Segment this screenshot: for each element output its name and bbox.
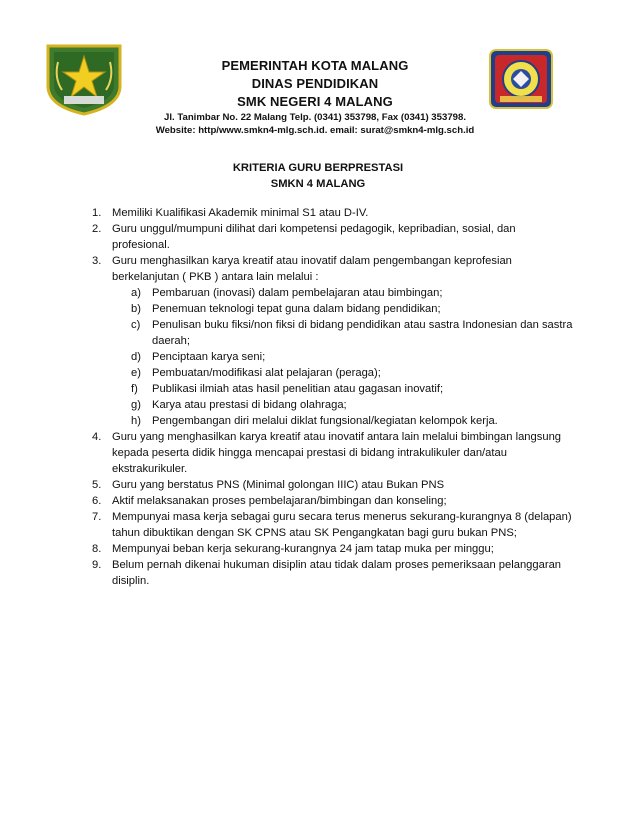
sub-item-text: Publikasi ilmiah atas hasil penelitian atau gagasan inovatif; — [152, 383, 444, 395]
sub-item-text: Pembuatan/modifikasi alat pelajaran (peraga); — [152, 367, 381, 379]
item-number: 3. — [92, 255, 102, 267]
item-text: Guru menghasilkan karya kreatif atau inovatif dalam pengembangan keprofesian — [112, 255, 512, 267]
header-line-department: DINAS PENDIDIKAN — [251, 76, 379, 91]
item-text: Memiliki Kualifikasi Akademik minimal S1 atau D-IV. — [112, 207, 369, 219]
item-text: Mempunyai beban kerja sekurang-kurangnya 24 jam tatap muka per minggu; — [112, 543, 494, 555]
item-text: disiplin. — [112, 575, 150, 587]
sub-item-text: daerah; — [152, 335, 190, 347]
item-text: Guru unggul/mumpuni dilihat dari kompetensi pedagogik, kepribadian, sosial, dan — [112, 223, 516, 235]
sub-item-letter: h) — [131, 415, 141, 427]
item-text: Guru yang berstatus PNS (Minimal golongan IIIC) atau Bukan PNS — [112, 479, 445, 491]
header-line-school: SMK NEGERI 4 MALANG — [237, 94, 393, 109]
item-number: 8. — [92, 543, 102, 555]
item-number: 5. — [92, 479, 102, 491]
city-emblem-icon — [42, 40, 126, 116]
sub-item-letter: d) — [131, 351, 141, 363]
sub-item-text: Penciptaan karya seni; — [152, 351, 266, 363]
item-text: kepada peserta didik hingga mencapai prestasi di bidang intrakulikuler dan/atau — [112, 447, 507, 459]
item-number: 2. — [92, 223, 102, 235]
item-text: Guru yang menghasilkan karya kreatif atau inovatif antara lain melalui bimbingan langsung — [112, 431, 562, 443]
item-number: 4. — [92, 431, 102, 443]
document-subtitle: SMKN 4 MALANG — [270, 178, 366, 190]
item-text: ekstrakurikuler. — [112, 463, 188, 475]
sub-item-letter: g) — [131, 399, 141, 411]
header-website: Website: http/www.smkn4-mlg.sch.id. email: surat@smkn4-mlg.sch.id — [155, 125, 475, 136]
sub-item-text: Karya atau prestasi di bidang olahraga; — [152, 399, 347, 411]
sub-item-letter: c) — [131, 319, 141, 331]
item-number: 1. — [92, 207, 102, 219]
sub-item-letter: e) — [131, 367, 141, 379]
school-emblem-icon — [486, 46, 556, 112]
item-text: tahun dibuktikan dengan SK CPNS atau SK Pengangkatan bagi guru bukan PNS; — [112, 527, 517, 539]
sub-item-text: Penemuan teknologi tepat guna dalam bidang pendidikan; — [152, 303, 441, 315]
item-text: Aktif melaksanakan proses pembelajaran/bimbingan dan konseling; — [112, 495, 447, 507]
item-text: Mempunyai masa kerja sebagai guru secara terus menerus sekurang-kurangnya 8 (delapan) — [112, 511, 572, 523]
document-title: KRITERIA GURU BERPRESTASI — [232, 162, 404, 174]
item-text: berkelanjutan ( PKB ) antara lain melalui : — [112, 271, 319, 283]
sub-item-letter: f) — [131, 383, 138, 395]
item-number: 7. — [92, 511, 102, 523]
item-text: Belum pernah dikenai hukuman disiplin atau tidak dalam proses pemeriksaan pelanggaran — [112, 559, 562, 571]
sub-item-text: Pengembangan diri melalui diklat fungsional/kegiatan kelompok kerja. — [152, 415, 498, 427]
header-line-government: PEMERINTAH KOTA MALANG — [221, 58, 409, 73]
sub-item-text: Penulisan buku fiksi/non fiksi di bidang pendidikan atau sastra Indonesian dan sastra — [152, 319, 573, 331]
item-number: 9. — [92, 559, 102, 571]
header-address: Jl. Tanimbar No. 22 Malang Telp. (0341) 353798, Fax (0341) 353798. — [164, 112, 466, 123]
sub-item-text: Pembaruan (inovasi) dalam pembelajaran atau bimbingan; — [152, 287, 443, 299]
item-number: 6. — [92, 495, 102, 507]
item-text: profesional. — [112, 239, 170, 251]
sub-item-letter: a) — [131, 287, 141, 299]
sub-item-letter: b) — [131, 303, 141, 315]
letterhead — [0, 0, 638, 150]
